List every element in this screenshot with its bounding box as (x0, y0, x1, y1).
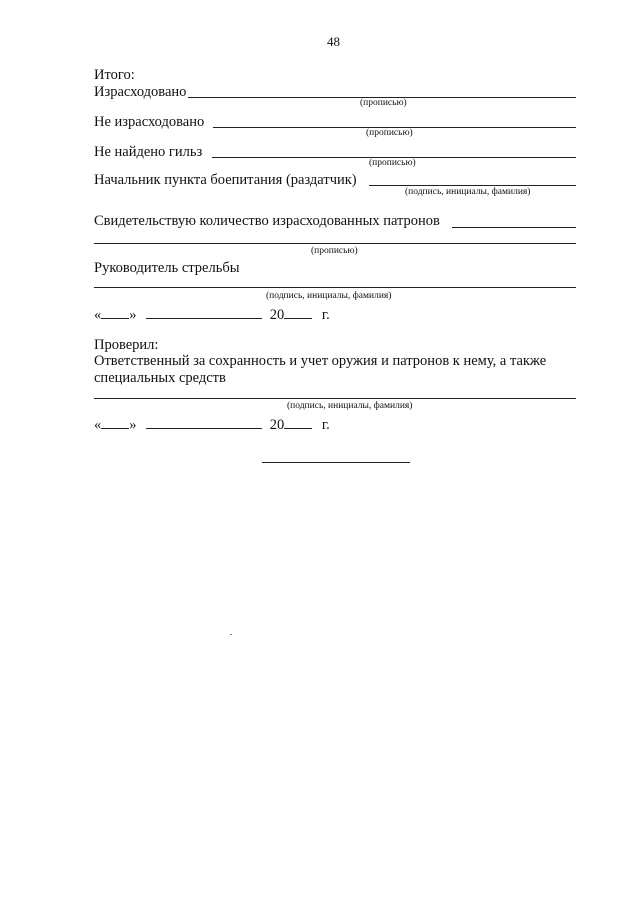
checked-caption: (подпись, инициалы, фамилия) (287, 401, 413, 411)
scan-speck (230, 634, 232, 635)
date-close-quote: » (129, 307, 137, 323)
shooting-leader-caption: (подпись, инициалы, фамилия) (266, 291, 392, 301)
certify-fill-line-2[interactable] (94, 243, 576, 244)
chief-label: Начальник пункта боепитания (раздатчик) (94, 172, 357, 188)
spent-caption: (прописью) (360, 98, 407, 108)
casings-label: Не найдено гильз (94, 144, 203, 160)
date-open-quote: « (94, 417, 102, 433)
shooting-leader-fill-line[interactable] (94, 287, 576, 288)
chief-caption: (подпись, инициалы, фамилия) (405, 187, 531, 197)
date-year-field[interactable] (284, 305, 312, 319)
unspent-label: Не израсходовано (94, 114, 205, 130)
date-open-quote: « (94, 307, 102, 323)
date-month-field[interactable] (146, 305, 262, 319)
date-year-prefix: 20 (269, 307, 285, 323)
date-row-2 (94, 415, 330, 434)
date-year-suffix: г. (321, 417, 330, 433)
date-close-quote: » (129, 417, 137, 433)
certify-caption: (прописью) (311, 246, 358, 256)
checked-line-2: специальных средств (94, 370, 226, 386)
checked-heading: Проверил: (94, 337, 159, 353)
certify-fill-line-1[interactable] (452, 227, 576, 228)
end-separator (262, 462, 410, 463)
date-day-field[interactable] (101, 415, 129, 429)
unspent-caption: (прописью) (366, 128, 413, 138)
casings-caption: (прописью) (369, 158, 416, 168)
checked-line-1: Ответственный за сохранность и учет оружия и патронов к нему, а также (94, 353, 547, 369)
date-row-1 (94, 305, 330, 324)
spent-label: Израсходовано (94, 84, 187, 100)
date-year-suffix: г. (321, 307, 330, 323)
checked-fill-line[interactable] (94, 398, 576, 399)
date-month-field[interactable] (146, 415, 262, 429)
date-year-prefix: 20 (269, 417, 285, 433)
date-year-field[interactable] (284, 415, 312, 429)
date-day-field[interactable] (101, 305, 129, 319)
page-number: 48 (327, 34, 340, 49)
certify-label: Свидетельствую количество израсходованных патронов (94, 213, 440, 229)
totals-heading: Итого: (94, 67, 135, 83)
shooting-leader-label: Руководитель стрельбы (94, 260, 240, 276)
chief-fill-line[interactable] (369, 185, 576, 186)
